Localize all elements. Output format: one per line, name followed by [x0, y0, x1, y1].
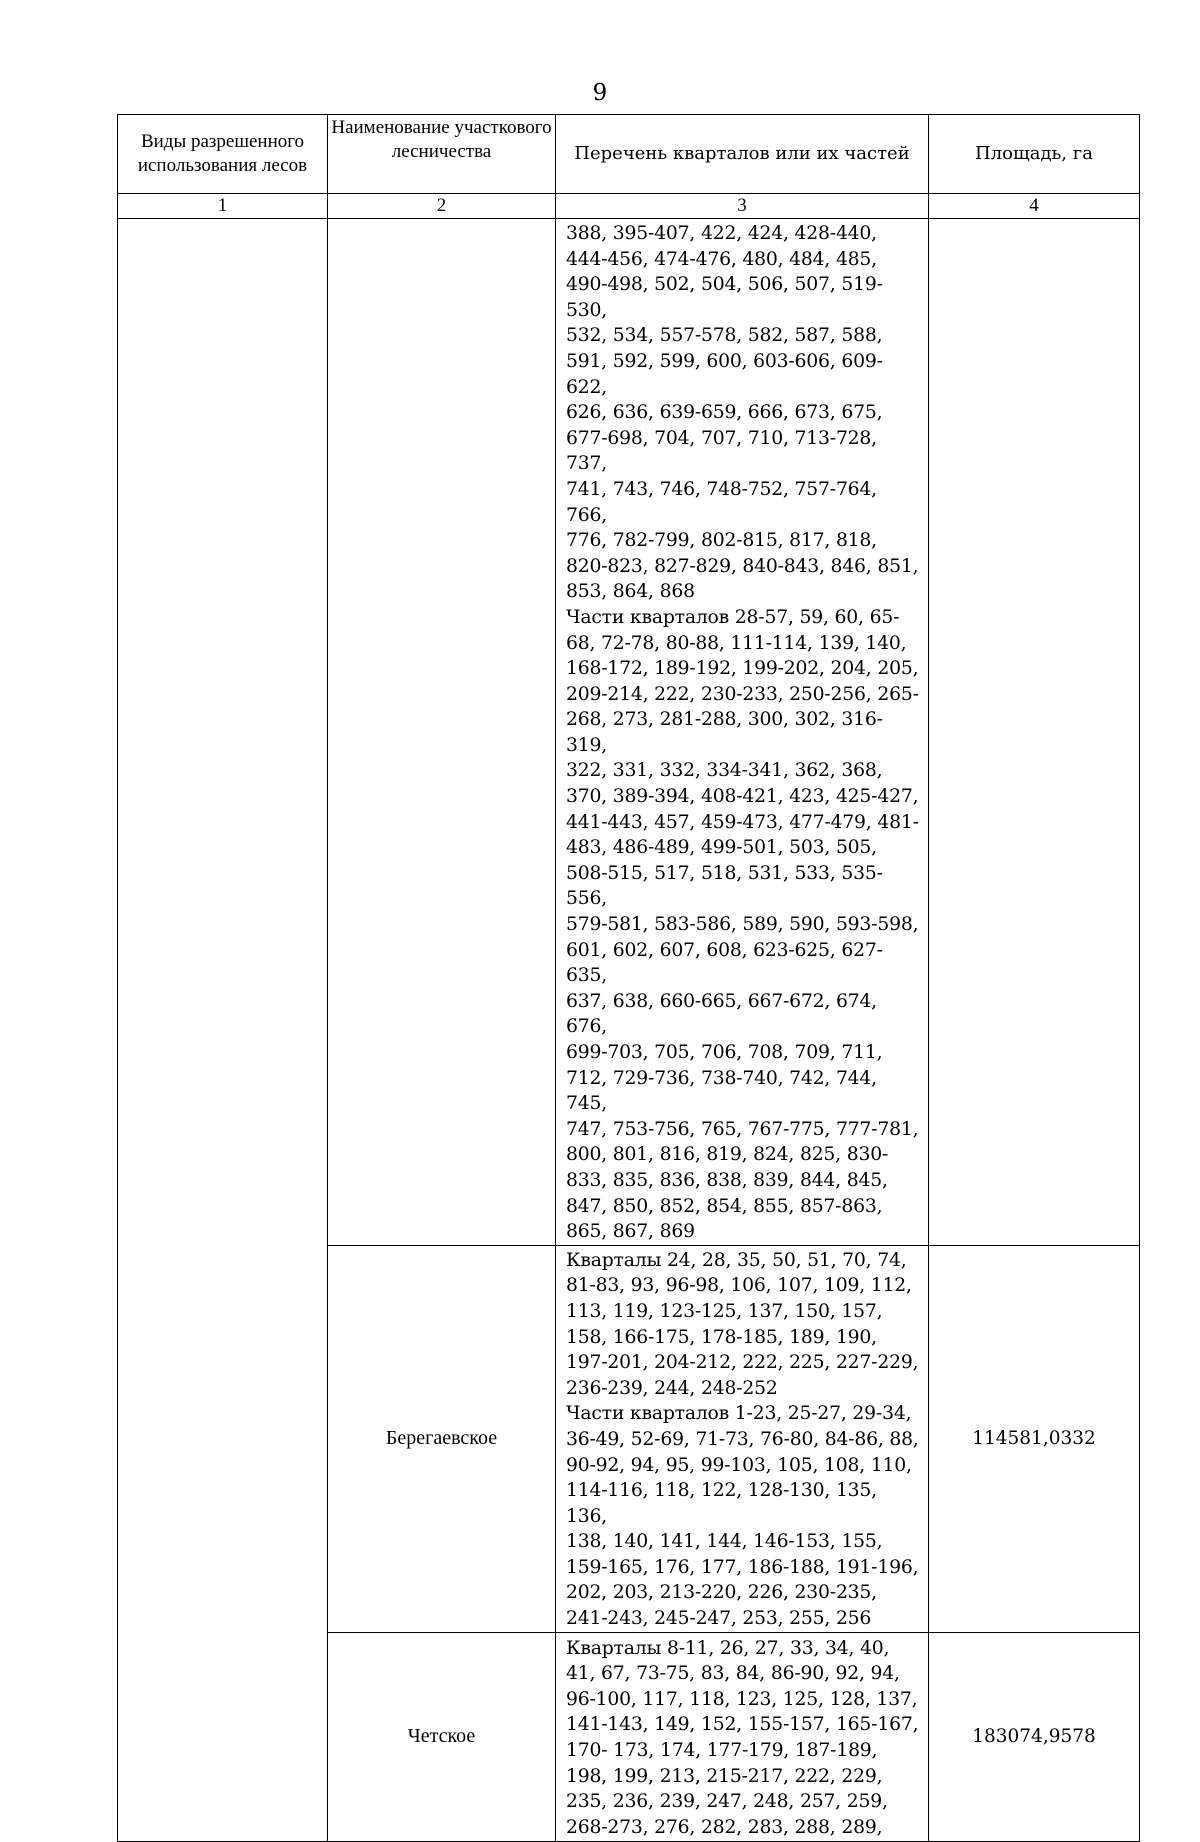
column-number: 3 [556, 194, 929, 219]
forest-use-table [117, 114, 1140, 1842]
quarters-list-cell: Кварталы 8-11, 26, 27, 33, 34, 40, 41, 67, 73-75, 83, 84, 86-90, 92, 94, 96-100, 117, 118, 123, 125, 128, 137, 141-143, 149, 152, 155-157, 165-167, 170- 173, 174, 177-179, 187-189, 198, 199, 213, 215-217, 222, 229, 235, 236, 239, 247, 248, 257, 259, 268-273, 276, 282, 283, 288, 289, [556, 1632, 929, 1841]
header-use-type: Виды разрешенного использования лесов [118, 115, 328, 194]
column-number: 1 [118, 194, 328, 219]
header-forestry-name: Наименование участкового лесничества [328, 115, 556, 194]
column-number: 2 [328, 194, 556, 219]
table-row [118, 219, 1140, 1246]
area-cell: 183074,9578 [929, 1632, 1140, 1841]
forestry-name-cell [328, 219, 556, 1246]
page-number: 9 [592, 80, 608, 106]
quarters-list-cell: 388, 395-407, 422, 424, 428-440, 444-456, 474-476, 480, 484, 485, 490-498, 502, 504, 506, 507, 519-530, 532, 534, 557-578, 582, 587, 588, 591, 592, 599, 600, 603-606, 609-622, 626, 636, 639-659, 666, 673, 675, 677-698, 704, 707, 710, 713-728, 737, 741, 743, 746, 748-752, 757-764, 766, 776, 782-799, 802-815, 817, 818, 820-823, 827-829, 840-843, 846, 851, 853, 864, 868 Части кварталов 28-57, 59, 60, 65- 68, 72-78, 80-88, 111-114, 139, 140, 168-172, 189-192, 199-202, 204, 205, 209-214, 222, 230-233, 250-256, 265- 268, 273, 281-288, 300, 302, 316-319, 322, 331, 332, 334-341, 362, 368, 370, 389-394, 408-421, 423, 425-427, 441-443, 457, 459-473, 477-479, 481- 483, 486-489, 499-501, 503, 505, 508-515, 517, 518, 531, 533, 535-556, 579-581, 583-586, 589, 590, 593-598, 601, 602, 607, 608, 623-625, 627-635, 637, 638, 660-665, 667-672, 674, 676, 699-703, 705, 706, 708, 709, 711, 712, 729-736, 738-740, 742, 744, 745, 747, 753-756, 765, 767-775, 777-781, 800, 801, 816, 819, 824, 825, 830- 833, 835, 836, 838, 839, 844, 845, 847, 850, 852, 854, 855, 857-863, 865, 867, 869 [556, 219, 929, 1246]
use-type-cell [118, 219, 328, 1842]
quarters-list-cell: Кварталы 24, 28, 35, 50, 51, 70, 74, 81-83, 93, 96-98, 106, 107, 109, 112, 113, 119, 123-125, 137, 150, 157, 158, 166-175, 178-185, 189, 190, 197-201, 204-212, 222, 225, 227-229, 236-239, 244, 248-252 Части кварталов 1-23, 25-27, 29-34, 36-49, 52-69, 71-73, 76-80, 84-86, 88, 90-92, 94, 95, 99-103, 105, 108, 110, 114-116, 118, 122, 128-130, 135, 136, 138, 140, 141, 144, 146-153, 155, 159-165, 176, 177, 186-188, 191-196, 202, 203, 213-220, 226, 230-235, 241-243, 245-247, 253, 255, 256 [556, 1245, 929, 1632]
header-quarters-list: Перечень кварталов или их частей [556, 115, 929, 194]
column-number-row [118, 194, 1140, 219]
forestry-name-cell: Берегаевское [328, 1245, 556, 1632]
area-cell: 114581,0332 [929, 1245, 1140, 1632]
column-number: 4 [929, 194, 1140, 219]
forestry-name-cell: Четское [328, 1632, 556, 1841]
header-area: Площадь, га [929, 115, 1140, 194]
table-header-row [118, 115, 1140, 194]
area-cell [929, 219, 1140, 1246]
